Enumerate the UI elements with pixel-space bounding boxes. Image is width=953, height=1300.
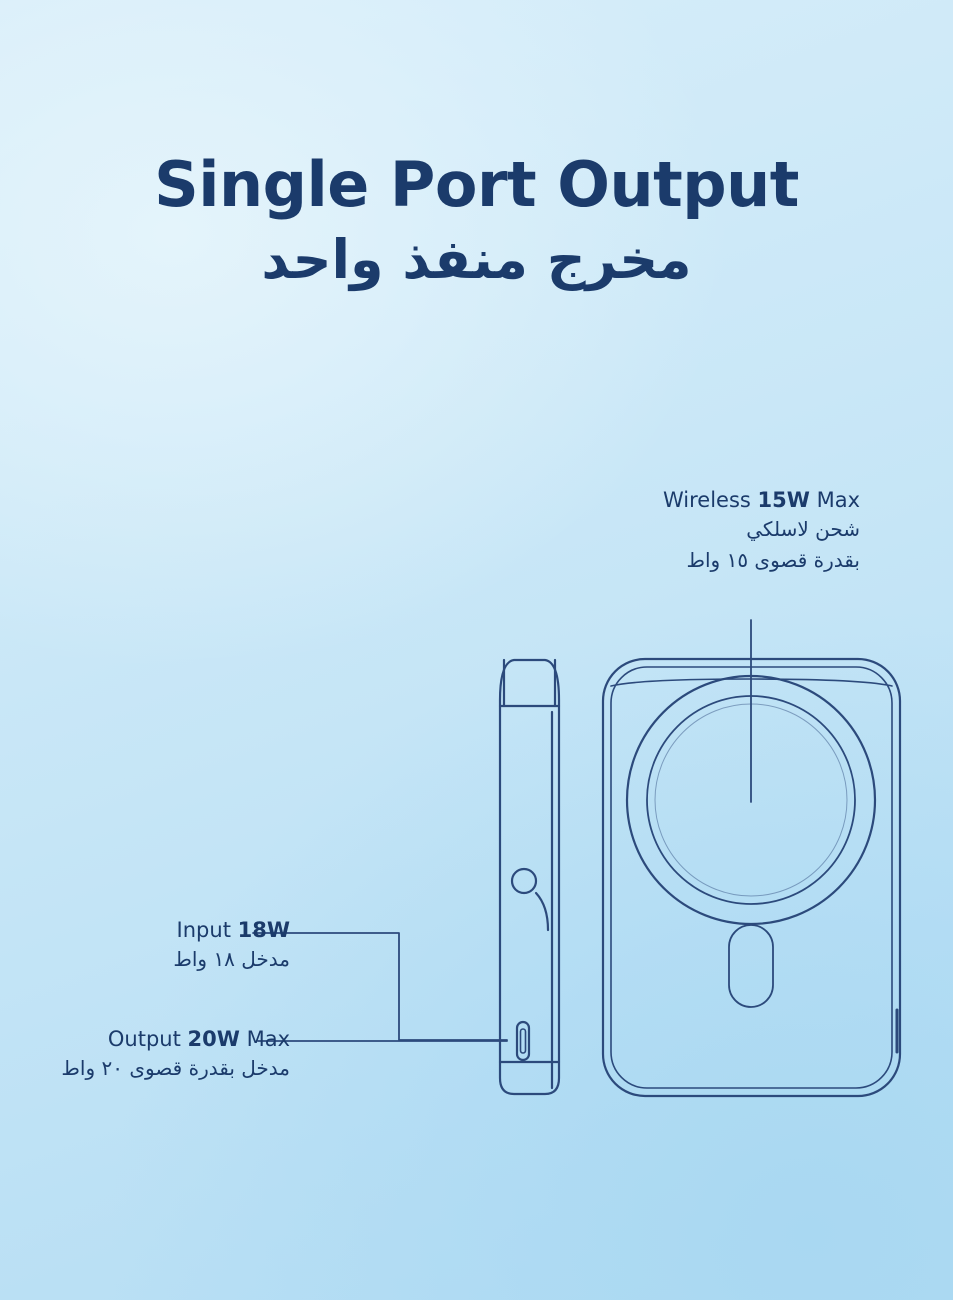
page-title-arabic: مخرج منفذ واحد xyxy=(261,228,692,292)
callout-input-english: Input 18W xyxy=(176,918,290,942)
callout-wireless xyxy=(520,488,860,574)
callout-leader-lines xyxy=(253,620,751,1041)
callout-input-arabic: مدخل ١٨ واط xyxy=(173,947,290,971)
page-title-english: Single Port Output xyxy=(154,148,799,221)
callout-wireless-english: Wireless 15W Max xyxy=(662,488,860,512)
callout-output xyxy=(20,1027,290,1082)
callout-wireless-arabic-2: بقدرة قصوى ١٥ واط xyxy=(686,548,860,572)
callout-wireless-arabic-1: شحن لاسلكي xyxy=(746,517,860,541)
callout-output-english: Output 20W Max xyxy=(107,1027,290,1051)
callout-input xyxy=(40,918,290,973)
device-side-view xyxy=(500,660,559,1094)
callout-output-arabic: مدخل بقدرة قصوى ٢٠ واط xyxy=(61,1056,290,1080)
